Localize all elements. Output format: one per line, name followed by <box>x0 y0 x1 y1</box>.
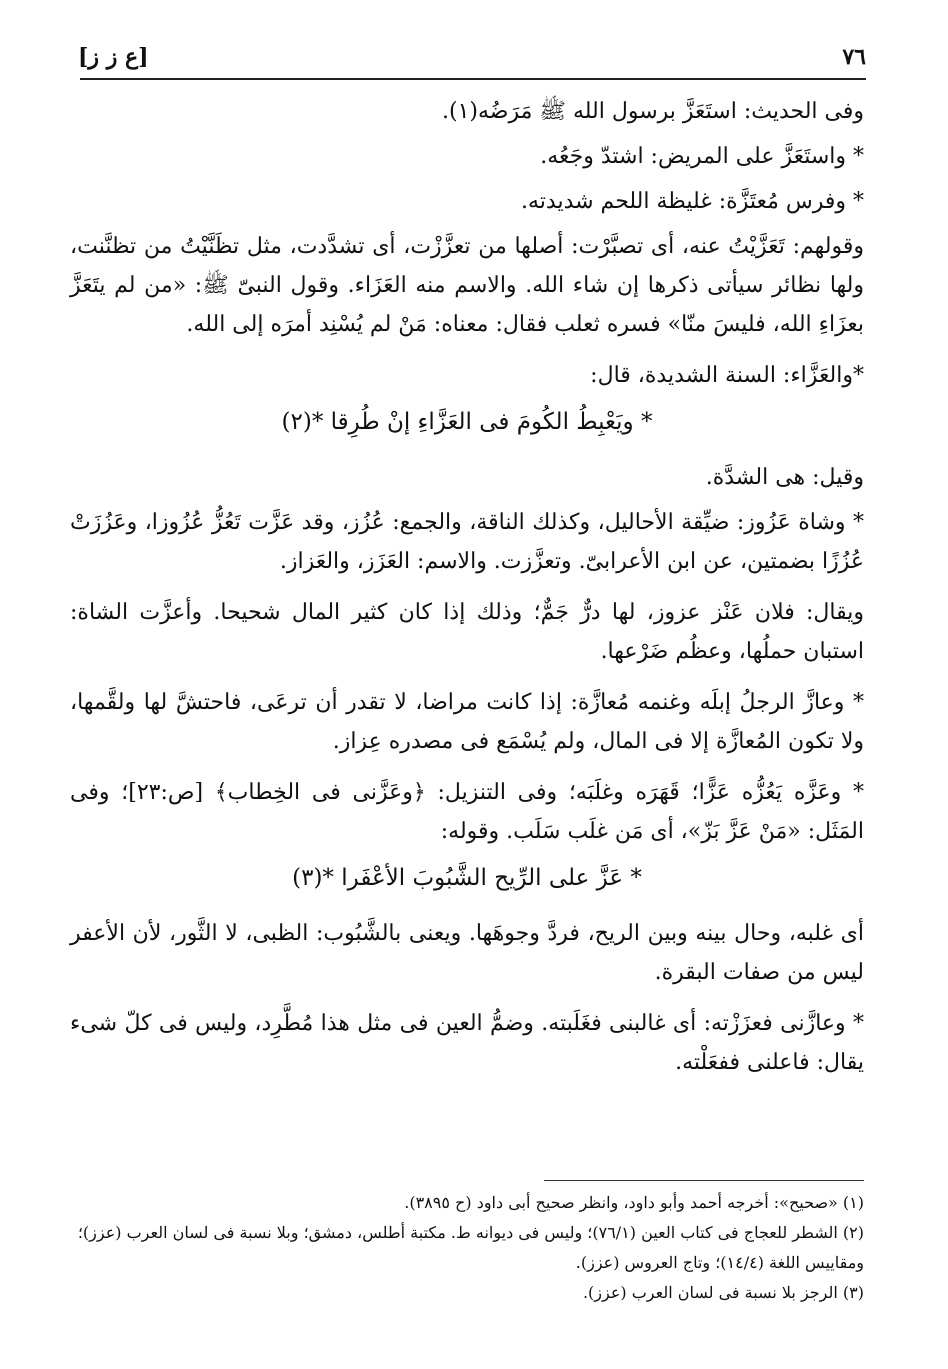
root-heading: [ع ز ز] <box>78 44 149 70</box>
paragraph-shidda: وقيل: هى الشدَّة. <box>705 465 864 490</box>
entry-body <box>70 92 864 1094</box>
paragraph-azza: *والعَزَّاء: السنة الشديدة، قال: <box>590 363 864 388</box>
paragraph-muazza-ibil: * وعازَّ الرجلُ إبلَه وغنمه مُعازَّة: إذا كانت مراضا، لا تقدر أن ترعَى، فاحتشَّ لها ولقَّمها، ولا تكون المُعازَّة إلا فى المال، ولم يُسْمَع فى مصدره عِزاز. <box>70 690 864 754</box>
paragraph-anz: ويقال: فلان عَنْز عزوز، لها درٌّ جَمٌّ؛ وذلك إذا كان كثير المال شحيحا. وأعزَّت الشاة: استبان حملُها، وعظُم ضَرْعها. <box>70 600 864 664</box>
paragraph-azzani: * وعازَّنى فعزَزْته: أى غالبنى فغَلَبته. وضمُّ العين فى مثل هذا مُطَّرِد، وليس فى كلّ شىء يقال: فاعلنى ففعَلْته. <box>70 1011 864 1075</box>
paragraph-azuz: * وشاة عَزُوز: ضيِّقة الأحاليل، وكذلك الناقة، والجمع: عُزُز، وقد عَزَّت تَعُزُّ عُزُوزا، وعَزُزَتْ عُزُزًا بضمتين، عن ابن الأعرابىّ. وتعزَّزت. والاسم: العَزَز، والعَزاز. <box>70 510 864 574</box>
page-number: ٧٦ <box>842 44 866 70</box>
paragraph-tazzaytu: وقولهم: تَعَزَّيْتُ عنه، أى تصبَّرْت: أصلها من تعزَّزْت، أى تشدَّدت، مثل تظَنَّيْتُ من تظنَّنت، ولها نظائر سيأتى ذكرها إن شاء الله. والاسم منه العَزَاء. وقول النبىّ ﷺ: «من لم يتَعَزَّ بعزَاءِ الله، فليسَ منّا» فسره ثعلب فقال: معناه: مَنْ لم يُسْنِد أمرَه إلى الله. <box>70 234 864 337</box>
paragraph-istaazza: * واستَعَزَّ على المريض: اشتدّ وجَعُه. <box>540 144 864 169</box>
paragraph-azzahu: * وعَزَّه يَعُزُّه عَزًّا؛ قَهَرَه وغلَبَه؛ وفى التنزيل: ﴿وعَزَّنى فى الخِطاب﴾ [ص:٢٣]؛ وفى المَثَل: «مَنْ عَزَّ بَزّ»، أى مَن غلَب سَلَب. وقوله: <box>70 780 865 844</box>
verse-line: * عَزَّ على الرِّيح الشَّبُوبَ الأعْفَرا *(٣) <box>292 865 642 891</box>
footnote: (١) «صحيح»: أخرجه أحمد وأبو داود، وانظر صحيح أبى داود (ح ٣٨٩٥). <box>404 1193 864 1212</box>
footnotes <box>70 1188 864 1308</box>
paragraph-muazza: * وفرس مُعتَزَّة: غليظة اللحم شديدته. <box>521 189 864 214</box>
paragraph-hadith: وفى الحديث: استَعَزَّ برسول الله ﷺ مَرَضُه(١). <box>442 99 864 124</box>
footnote-rule <box>544 1180 864 1181</box>
paragraph-ghalabahu: أى غلبه، وحال بينه وبين الريح، فردَّ وجوهَها. ويعنى بالشَّبُوب: الظبى، لا الثَّور، لأن الأعفر ليس من صفات البقرة. <box>70 921 864 985</box>
verse-line: * ويَعْبِطُ الكُومَ فى العَزَّاءِ إنْ طُرِقا *(٢) <box>281 409 653 435</box>
page-header <box>78 38 866 78</box>
footnote: (٣) الرجز بلا نسبة فى لسان العرب (عزز). <box>582 1283 864 1302</box>
footnote: (٢) الشطر للعجاج فى كتاب العين (٧٦/١)؛ وليس فى ديوانه ط. مكتبة أطلس، دمشق؛ وبلا نسبة فى لسان العرب (عزز)؛ ومقاييس اللغة (١٤/٤)؛ وتاج العروس (عزز). <box>77 1223 864 1272</box>
header-rule <box>80 78 866 80</box>
